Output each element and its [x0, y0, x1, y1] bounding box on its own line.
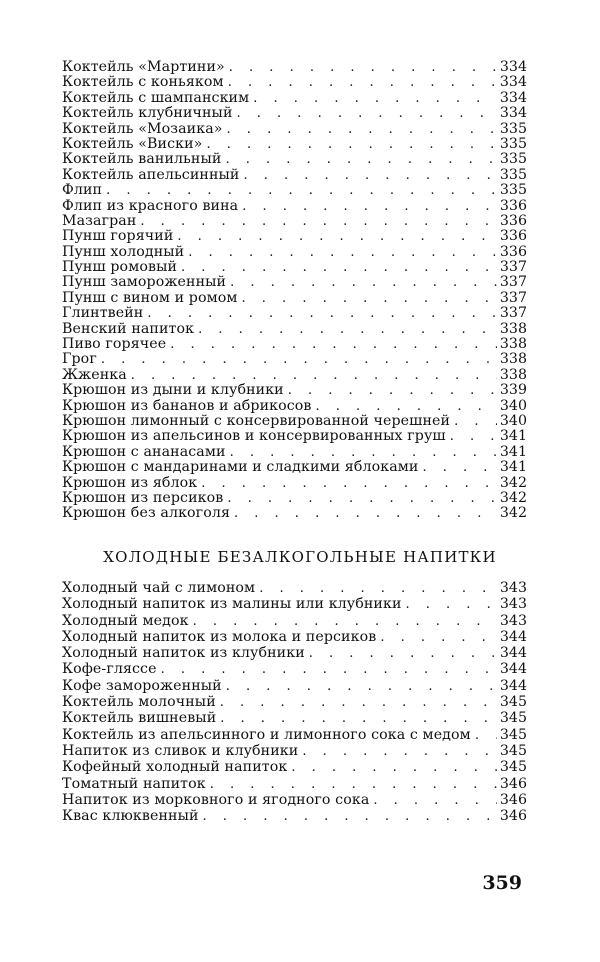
toc-entry-title: Пунш холодный [62, 244, 185, 260]
toc-entry-title: Пунш горячий [62, 229, 174, 245]
dot-leader [284, 383, 497, 398]
toc-entry-title: Коктейль с шампанским [62, 90, 250, 106]
toc-entry [62, 506, 527, 521]
toc-entry-title: Коктейль клубничный [62, 106, 233, 122]
toc-entry [62, 792, 527, 808]
toc-entry-page: 341 [499, 429, 527, 445]
toc-entry [62, 91, 527, 106]
toc-entry [62, 645, 527, 661]
toc-entry-page: 345 [499, 759, 527, 776]
dot-leader [173, 229, 497, 244]
toc-entry-title: Коктейль «Виски» [62, 136, 203, 152]
toc-entry-page: 338 [499, 367, 527, 383]
toc-entry-page: 338 [499, 337, 527, 353]
dot-leader [184, 245, 497, 260]
toc-entry-page: 335 [499, 121, 527, 137]
toc-entry [62, 214, 527, 229]
toc-entry-page: 337 [499, 306, 527, 322]
dot-leader [157, 662, 497, 677]
toc-entry-title: Грог [62, 352, 97, 368]
toc-entry-title: Крюшон с ананасами [62, 444, 226, 460]
toc-entry [62, 383, 527, 398]
toc-entry-title: Крюшон из бананов и абрикосов [62, 398, 312, 414]
toc-entry-page: 334 [499, 75, 527, 91]
toc-entry-title: Коктейль с коньяком [62, 75, 224, 91]
toc-entry-page: 335 [499, 136, 527, 152]
dot-leader [226, 445, 497, 460]
toc-entry-title: Холодный напиток из клубники [62, 645, 305, 662]
toc-entry-page: 342 [499, 490, 527, 506]
toc-entry-page: 342 [499, 506, 527, 522]
dot-leader [249, 91, 497, 106]
toc-entry-page: 345 [499, 742, 527, 759]
dot-leader [223, 122, 497, 137]
toc-entry [62, 808, 527, 824]
dot-leader [287, 760, 497, 775]
toc-entry [62, 183, 527, 198]
toc-entry-page: 340 [499, 398, 527, 414]
toc-entry-title: Холодный напиток из молока и персиков [62, 628, 377, 645]
dot-leader [450, 414, 497, 429]
dot-leader [298, 744, 497, 759]
toc-entry [62, 445, 527, 460]
toc-entry-page: 336 [499, 244, 527, 260]
dot-leader [97, 352, 497, 367]
toc-entry [62, 60, 527, 75]
toc-entry-page: 337 [499, 260, 527, 276]
toc-entry-title: Кофе-гляссе [62, 661, 157, 678]
toc-entry-page: 342 [499, 475, 527, 491]
toc-list-cold-drinks [62, 580, 527, 824]
dot-leader [225, 60, 497, 75]
toc-entry-page: 345 [499, 694, 527, 711]
toc-entry-page: 337 [499, 290, 527, 306]
toc-entry-title: Венский напиток [62, 321, 195, 337]
toc-entry [62, 399, 527, 414]
toc-entry [62, 352, 527, 367]
toc-entry [62, 491, 527, 506]
toc-entry [62, 122, 527, 137]
toc-entry-title: Квас клюквенный [62, 808, 199, 825]
page-number: 359 [482, 872, 522, 894]
toc-entry-title: Коктейль вишневый [62, 710, 217, 727]
toc-entry-title: Крюшон из дыни и клубники [62, 383, 284, 399]
dot-leader [197, 476, 497, 491]
toc-entry [62, 710, 527, 726]
dot-leader [471, 728, 497, 743]
toc-entry [62, 476, 527, 491]
toc-entry-page: 343 [499, 580, 527, 596]
dot-leader [202, 137, 497, 152]
dot-leader [233, 106, 497, 121]
dot-leader [136, 214, 497, 229]
toc-entry-page: 343 [499, 596, 527, 613]
toc-entry [62, 613, 527, 629]
dot-leader [369, 793, 497, 808]
dot-leader [194, 322, 497, 337]
toc-entry-page: 338 [499, 321, 527, 337]
dot-leader [221, 152, 497, 167]
toc-entry [62, 759, 527, 775]
toc-entry [62, 678, 527, 694]
toc-entry-title: Флип [62, 183, 103, 199]
dot-leader [238, 199, 497, 214]
toc-entry-title: Холодный напиток из малины или клубники [62, 596, 402, 613]
toc-entry-page: 344 [499, 645, 527, 662]
toc-list-drinks [62, 60, 527, 522]
toc-entry-page: 345 [499, 726, 527, 743]
toc-entry [62, 229, 527, 244]
dot-leader [216, 711, 497, 726]
toc-entry-title: Напиток из сливок и клубники [62, 742, 299, 759]
dot-leader [230, 506, 497, 521]
toc-entry-title: Коктейль из апельсинного и лимонного сока с медом [62, 726, 471, 743]
toc-entry [62, 137, 527, 152]
toc-entry-page: 334 [499, 60, 527, 75]
dot-leader [143, 306, 497, 321]
toc-entry-page: 336 [499, 198, 527, 214]
section-heading: ХОЛОДНЫЕ БЕЗАЛКОГОЛЬНЫЕ НАПИТКИ [103, 548, 497, 566]
toc-entry-title: Коктейль ванильный [62, 152, 222, 168]
toc-entry-title: Холодный чай с лимоном [62, 580, 256, 596]
toc-entry [62, 199, 527, 214]
toc-entry-page: 334 [499, 106, 527, 122]
toc-entry-title: Крюшон без алкоголя [62, 506, 231, 522]
toc-entry-title: Коктейль «Мартини» [62, 60, 225, 75]
toc-entry [62, 291, 527, 306]
toc-entry [62, 152, 527, 167]
toc-entry-title: Глинтвейн [62, 306, 144, 322]
dot-leader [127, 368, 497, 383]
toc-entry [62, 414, 527, 429]
toc-entry [62, 306, 527, 321]
toc-entry [62, 460, 527, 475]
toc-entry-title: Крюшон из апельсинов и консервированных груш [62, 429, 446, 445]
dot-leader [206, 777, 497, 792]
toc-entry-title: Жженка [62, 367, 127, 383]
dot-leader [239, 168, 497, 183]
toc-entry-page: 335 [499, 167, 527, 183]
dot-leader [255, 581, 497, 596]
toc-entry-title: Коктейль молочный [62, 694, 216, 711]
toc-entry-page: 336 [499, 229, 527, 245]
dot-leader [376, 630, 497, 645]
toc-entry-title: Пунш ромовый [62, 260, 178, 276]
toc-entry [62, 727, 527, 743]
toc-entry [62, 322, 527, 337]
dot-leader [238, 291, 497, 306]
toc-entry-title: Мазагран [62, 213, 137, 229]
toc-entry [62, 75, 527, 90]
toc-entry-page: 345 [499, 710, 527, 727]
toc-entry-page: 340 [499, 413, 527, 429]
toc-entry [62, 260, 527, 275]
dot-leader [216, 695, 497, 710]
toc-entry-page: 344 [499, 628, 527, 645]
toc-entry-page: 339 [499, 383, 527, 399]
toc-entry-title: Крюшон из персиков [62, 490, 224, 506]
toc-entry-page: 335 [499, 183, 527, 199]
toc-entry-page: 336 [499, 213, 527, 229]
dot-leader [224, 75, 497, 90]
toc-entry-title: Флип из красного вина [62, 198, 239, 214]
dot-leader [199, 809, 497, 824]
dot-leader [446, 429, 497, 444]
toc-entry-title: Коктейль «Мозаика» [62, 121, 223, 137]
toc-entry [62, 168, 527, 183]
dot-leader [177, 260, 497, 275]
toc-entry [62, 661, 527, 677]
toc-entry [62, 106, 527, 121]
toc-entry [62, 694, 527, 710]
toc-entry [62, 776, 527, 792]
toc-entry [62, 337, 527, 352]
toc-entry-title: Крюшон из яблок [62, 475, 198, 491]
dot-leader [418, 460, 497, 475]
toc-entry-page: 338 [499, 352, 527, 368]
toc-entry-title: Кофейный холодный напиток [62, 759, 288, 776]
toc-entry-page: 346 [499, 808, 527, 825]
toc-entry-title: Пунш замороженный [62, 275, 227, 291]
toc-entry-page: 341 [499, 444, 527, 460]
toc-entry [62, 429, 527, 444]
dot-leader [189, 614, 497, 629]
dot-leader [166, 337, 497, 352]
dot-leader [402, 597, 497, 612]
toc-entry-page: 341 [499, 460, 527, 476]
toc-entry [62, 743, 527, 759]
toc-entry-title: Холодный медок [62, 612, 189, 629]
toc-entry [62, 596, 527, 612]
toc-entry [62, 245, 527, 260]
toc-entry-page: 337 [499, 275, 527, 291]
dot-leader [102, 183, 497, 198]
dot-leader [312, 399, 497, 414]
toc-entry-page: 346 [499, 791, 527, 808]
toc-entry-page: 335 [499, 152, 527, 168]
toc-entry-title: Напиток из морковного и ягодного сока [62, 791, 370, 808]
dot-leader [222, 679, 497, 694]
toc-entry-title: Кофе замороженный [62, 677, 222, 694]
toc-entry [62, 275, 527, 290]
toc-entry-page: 344 [499, 677, 527, 694]
toc-entry-title: Пиво горячее [62, 337, 167, 353]
toc-entry-title: Крюшон лимонный с консервированной черешней [62, 413, 451, 429]
toc-entry-title: Томатный напиток [62, 775, 206, 792]
toc-entry-page: 344 [499, 661, 527, 678]
toc-entry [62, 580, 527, 596]
toc-entry-title: Крюшон с мандаринами и сладкими яблоками [62, 460, 419, 476]
dot-leader [305, 646, 497, 661]
toc-entry [62, 368, 527, 383]
toc-entry-page: 343 [499, 612, 527, 629]
toc-entry-page: 334 [499, 90, 527, 106]
dot-leader [226, 275, 497, 290]
toc-entry [62, 629, 527, 645]
dot-leader [223, 491, 497, 506]
toc-entry-title: Пунш с вином и ромом [62, 290, 238, 306]
toc-entry-page: 346 [499, 775, 527, 792]
toc-entry-title: Коктейль апельсинный [62, 167, 240, 183]
